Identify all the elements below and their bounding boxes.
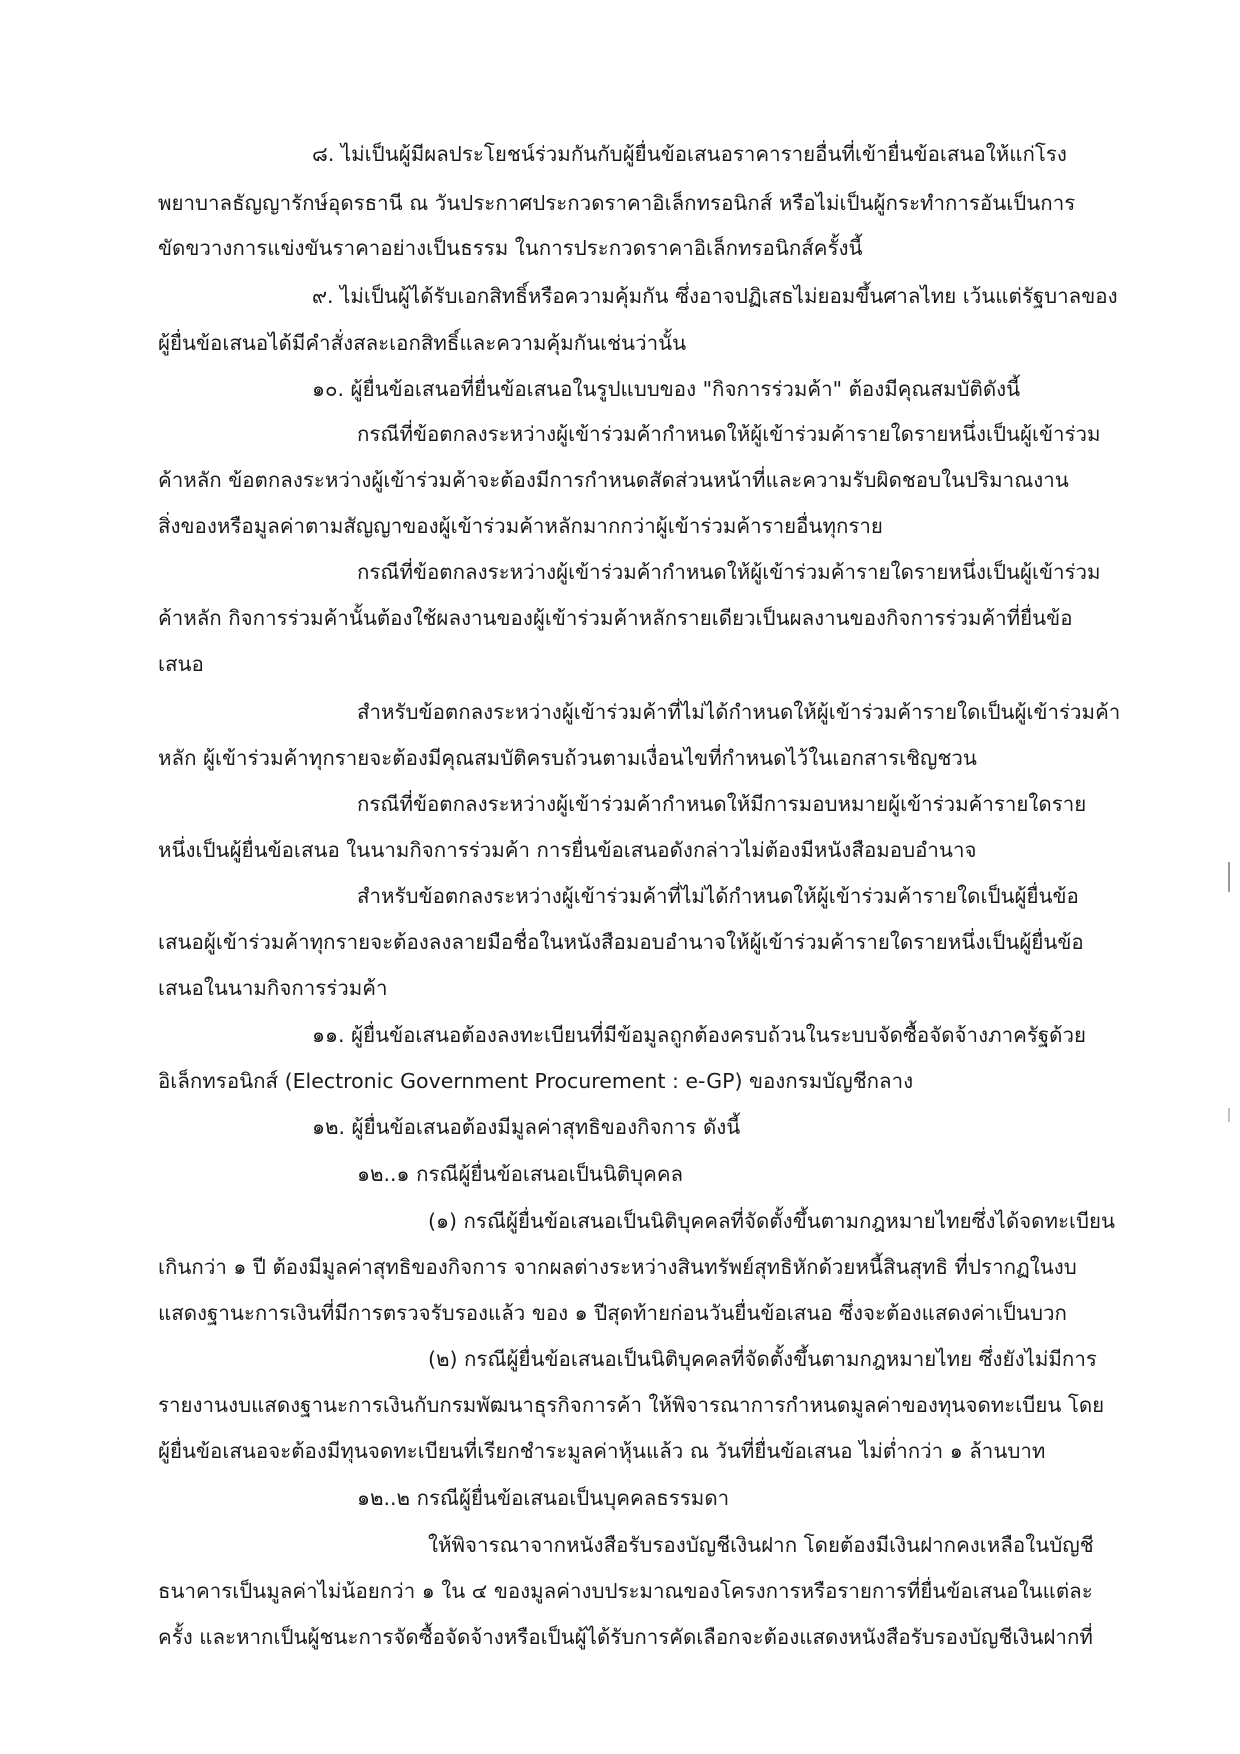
paragraph-11-line-2: อิเล็กทรอนิกส์ (Electronic Government Procurement : e-GP) ของกรมบัญชีกลาง: [158, 1069, 914, 1093]
paragraph-12-1-heading: ๑๒..๑ กรณีผู้ยื่นข้อเสนอเป็นนิติบุคคล: [357, 1162, 684, 1186]
paragraph-12-1-item-1-line-2: เกินกว่า ๑ ปี ต้องมีมูลค่าสุทธิของกิจการ จากผลต่างระหว่างสินทรัพย์สุทธิหักด้วยหนี้สินสุทธิ ที่ปรากฏในงบ: [158, 1255, 1077, 1279]
paragraph-10-case-3-line-2: หลัก ผู้เข้าร่วมค้าทุกรายจะต้องมีคุณสมบัติครบถ้วนตามเงื่อนไขที่กำหนดไว้ในเอกสารเชิญชวน: [158, 746, 977, 770]
paragraph-12-2-heading: ๑๒..๒ กรณีผู้ยื่นข้อเสนอเป็นบุคคลธรรมดา: [357, 1486, 730, 1510]
paragraph-11-line-1: ๑๑. ผู้ยื่นข้อเสนอต้องลงทะเบียนที่มีข้อมูลถูกต้องครบถ้วนในระบบจัดซื้อจัดจ้างภาครัฐด้วย: [312, 1023, 1086, 1047]
paragraph-10-case-5-line-1: สำหรับข้อตกลงระหว่างผู้เข้าร่วมค้าที่ไม่ได้กำหนดให้ผู้เข้าร่วมค้ารายใดเป็นผู้ยื่นข้อ: [357, 884, 1079, 908]
paragraph-10-case-2-line-3: เสนอ: [158, 652, 204, 676]
paragraph-8-line-3: ขัดขวางการแข่งขันราคาอย่างเป็นธรรม ในการประกวดราคาอิเล็กทรอนิกส์ครั้งนี้: [158, 236, 863, 260]
paragraph-10-case-2-line-2: ค้าหลัก กิจการร่วมค้านั้นต้องใช้ผลงานของผู้เข้าร่วมค้าหลักรายเดียวเป็นผลงานของกิจการร่วมค้าที่ยื่นข้อ: [158, 606, 1073, 630]
scan-artifact-mark: [1228, 862, 1230, 892]
paragraph-12-2-line-1: ให้พิจารณาจากหนังสือรับรองบัญชีเงินฝาก โดยต้องมีเงินฝากคงเหลือในบัญชี: [428, 1533, 1094, 1557]
paragraph-9-line-1: ๙. ไม่เป็นผู้ได้รับเอกสิทธิ์หรือความคุ้มกัน ซึ่งอาจปฏิเสธไม่ยอมขึ้นศาลไทย เว้นแต่รัฐบาลของ: [312, 284, 1118, 308]
paragraph-12-2-line-2: ธนาคารเป็นมูลค่าไม่น้อยกว่า ๑ ใน ๔ ของมูลค่างบประมาณของโครงการหรือรายการที่ยื่นข้อเสนอในแต่ละ: [158, 1579, 1093, 1603]
paragraph-10-case-5-line-2: เสนอผู้เข้าร่วมค้าทุกรายจะต้องลงลายมือชื่อในหนังสือมอบอำนาจให้ผู้เข้าร่วมค้ารายใดรายหนึ่งเป็นผู้ยื่นข้อ: [158, 930, 1084, 954]
paragraph-10-case-1-line-1: กรณีที่ข้อตกลงระหว่างผู้เข้าร่วมค้ากำหนดให้ผู้เข้าร่วมค้ารายใดรายหนึ่งเป็นผู้เข้าร่วม: [357, 422, 1101, 446]
paragraph-12-1-item-2-line-3: ผู้ยื่นข้อเสนอจะต้องมีทุนจดทะเบียนที่เรียกชำระมูลค่าหุ้นแล้ว ณ วันที่ยื่นข้อเสนอ ไม่ต่ำกว่า ๑ ล้านบาท: [158, 1439, 1046, 1463]
scan-artifact-mark: [1228, 1108, 1230, 1122]
paragraph-12-2-line-3: ครั้ง และหากเป็นผู้ชนะการจัดซื้อจัดจ้างหรือเป็นผู้ได้รับการคัดเลือกจะต้องแสดงหนังสือรับรองบัญชีเงินฝากที่: [158, 1625, 1093, 1649]
paragraph-12-heading: ๑๒. ผู้ยื่นข้อเสนอต้องมีมูลค่าสุทธิของกิจการ ดังนี้: [312, 1115, 741, 1139]
paragraph-12-1-item-2-line-1: (๒) กรณีผู้ยื่นข้อเสนอเป็นนิติบุคคลที่จัดตั้งขึ้นตามกฎหมายไทย ซึ่งยังไม่มีการ: [428, 1347, 1097, 1371]
paragraph-8-line-1: ๘. ไม่เป็นผู้มีผลประโยชน์ร่วมกันกับผู้ยื่นข้อเสนอราคารายอื่นที่เข้ายื่นข้อเสนอให้แก่โรง: [312, 142, 1067, 166]
paragraph-9-line-2: ผู้ยื่นข้อเสนอได้มีคำสั่งสละเอกสิทธิ์และความคุ้มกันเช่นว่านั้น: [158, 331, 687, 355]
paragraph-10-case-4-line-2: หนึ่งเป็นผู้ยื่นข้อเสนอ ในนามกิจการร่วมค้า การยื่นข้อเสนอดังกล่าวไม่ต้องมีหนังสือมอบอำนาจ: [158, 838, 977, 862]
paragraph-10-case-3-line-1: สำหรับข้อตกลงระหว่างผู้เข้าร่วมค้าที่ไม่ได้กำหนดให้ผู้เข้าร่วมค้ารายใดเป็นผู้เข้าร่วมค้า: [357, 700, 1121, 724]
paragraph-10-case-1-line-2: ค้าหลัก ข้อตกลงระหว่างผู้เข้าร่วมค้าจะต้องมีการกำหนดสัดส่วนหน้าที่และความรับผิดชอบในปริมาณงาน: [158, 468, 1069, 492]
paragraph-10-heading: ๑๐. ผู้ยื่นข้อเสนอที่ยื่นข้อเสนอในรูปแบบของ "กิจการร่วมค้า" ต้องมีคุณสมบัติดังนี้: [312, 377, 1021, 401]
paragraph-10-case-4-line-1: กรณีที่ข้อตกลงระหว่างผู้เข้าร่วมค้ากำหนดให้มีการมอบหมายผู้เข้าร่วมค้ารายใดราย: [357, 792, 1087, 816]
paragraph-10-case-2-line-1: กรณีที่ข้อตกลงระหว่างผู้เข้าร่วมค้ากำหนดให้ผู้เข้าร่วมค้ารายใดรายหนึ่งเป็นผู้เข้าร่วม: [357, 560, 1101, 584]
paragraph-12-1-item-2-line-2: รายงานงบแสดงฐานะการเงินกับกรมพัฒนาธุรกิจการค้า ให้พิจารณาการกำหนดมูลค่าของทุนจดทะเบียน โดย: [158, 1393, 1105, 1417]
paragraph-12-1-item-1-line-3: แสดงฐานะการเงินที่มีการตรวจรับรองแล้ว ของ ๑ ปีสุดท้ายก่อนวันยื่นข้อเสนอ ซึ่งจะต้องแสดงค่าเป็นบวก: [158, 1301, 1067, 1325]
paragraph-8-line-2: พยาบาลธัญญารักษ์อุดรธานี ณ วันประกาศประกวดราคาอิเล็กทรอนิกส์ หรือไม่เป็นผู้กระทำการอันเป็นการ: [158, 191, 1076, 215]
paragraph-10-case-5-line-3: เสนอในนามกิจการร่วมค้า: [158, 976, 388, 1000]
paragraph-12-1-item-1-line-1: (๑) กรณีผู้ยื่นข้อเสนอเป็นนิติบุคคลที่จัดตั้งขึ้นตามกฎหมายไทยซึ่งได้จดทะเบียน: [428, 1209, 1116, 1233]
paragraph-10-case-1-line-3: สิ่งของหรือมูลค่าตามสัญญาของผู้เข้าร่วมค้าหลักมากกว่าผู้เข้าร่วมค้ารายอื่นทุกราย: [158, 514, 883, 538]
